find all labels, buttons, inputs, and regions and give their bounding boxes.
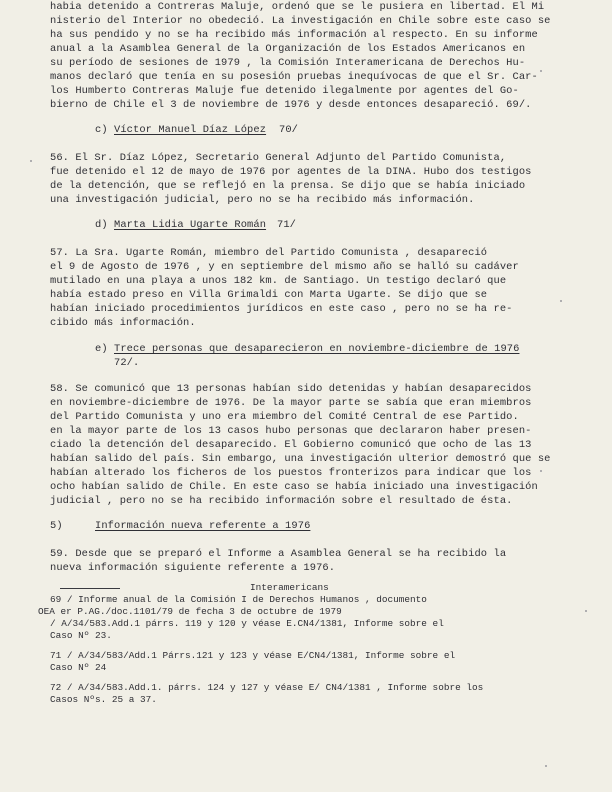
text-line: habían salido del país. Sin embargo, una investigación ulterior demostró que se [50, 453, 551, 465]
text-line: anual a la Asamblea General de la Organización de los Estados Americanos en [50, 43, 526, 55]
footnote-line: 72 / A/34/583.Add.1. párrs. 124 y 127 y véase E/ CN4/1381 , Informe sobre los [50, 682, 484, 693]
text-line: fue detenido el 12 de mayo de 1976 por agentes de la DINA. Hubo dos testigos [50, 166, 532, 178]
heading-title: Trece personas que desaparecieron en noviembre-diciembre de 1976 [114, 343, 520, 355]
text-line: 58. Se comunicó que 13 personas habían sido detenidas y habían desaparecidos [50, 383, 532, 395]
text-line: 56. El Sr. Díaz López, Secretario General Adjunto del Partido Comunista, [50, 152, 507, 164]
text-line: cibido más información. [50, 317, 196, 329]
scan-speck [540, 470, 542, 472]
scan-speck [30, 160, 32, 162]
text-line: había estado preso en Villa Grimaldi con Marta Ugarte. Se dijo que se [50, 289, 488, 301]
footnote-ref: 72/. [114, 357, 140, 369]
text-line: 59. Desde que se preparó el Informe a Asamblea General se ha recibido la [50, 548, 507, 560]
text-line: habían alterado los ficheros de los puestos fronterizos para indicar que los [50, 467, 532, 479]
text-line: su período de sesiones de 1979 , la Comisión Interamericana de Derechos Hu- [50, 57, 526, 69]
text-line: bierno de Chile el 3 de noviembre de 1976 y desde entonces desapareció. 69/. [50, 99, 532, 111]
footnote-line: Casos Nºs. 25 a 37. [50, 694, 157, 705]
text-line: ciado la detención del desaparecido. El Gobierno comunicó que ocho de las 13 [50, 439, 532, 451]
text-line: judicial , pero no se ha recibido información sobre el resultado de ésta. [50, 495, 513, 507]
footnote-line: 71 / A/34/583/Add.1 Párrs.121 y 123 y véase E/CN4/1381, Informe sobre el [50, 650, 456, 661]
text-line: del Partido Comunista y uno era miembro del Comité Central de ese Partido. [50, 411, 519, 423]
scan-speck [560, 300, 562, 302]
heading-label: e) [95, 343, 108, 355]
section-title: Información nueva referente a 1976 [95, 520, 311, 532]
scan-speck [540, 70, 542, 72]
text-line: el 9 de Agosto de 1976 , y en septiembre del mismo año se halló su cadáver [50, 261, 519, 273]
scan-speck [545, 765, 547, 767]
heading-label: c) [95, 124, 108, 136]
text-line: de la detención, que se reflejó en la prensa. Se dijo que se había iniciado [50, 180, 526, 192]
text-line: 57. La Sra. Ugarte Román, miembro del Partido Comunista , desapareció [50, 247, 488, 259]
footnote-header: Interamericans [250, 582, 329, 593]
text-line: manos declaró que tenía en su posesión pruebas inequívocas de que el Sr. Car- [50, 71, 538, 83]
text-line: nueva información siguiente referente a 1976. [50, 562, 336, 574]
text-line: habia detenido a Contreras Maluje, ordenó que se le pusiera en libertad. El Mi [50, 1, 545, 13]
footnote-line: Caso Nº 23. [50, 630, 112, 641]
footnote-line: 69 / Informe anual de la Comisión I de Derechos Humanos , documento [50, 594, 427, 605]
text-line: nisterio del Interior no obedeció. La investigación en Chile sobre este caso se [50, 15, 551, 27]
footnote-line: Caso Nº 24 [50, 662, 107, 673]
scan-speck [585, 610, 587, 612]
heading-label: d) [95, 219, 108, 231]
text-line: los Humberto Contreras Maluje fue detenido ilegalmente por agentes del Go- [50, 85, 519, 97]
footnote-ref: 70/ [279, 124, 299, 136]
text-line: ha sus pendido y no se ha recibido más información al respecto. En su informe [50, 29, 538, 41]
footnote-line: / A/34/583.Add.1 párrs. 119 y 120 y véase E.CN4/1381, Informe sobre el [50, 618, 444, 629]
footnote-ref: 71/ [277, 219, 297, 231]
text-line: ocho habían salido de Chile. En este caso se había iniciado una investigación [50, 481, 538, 493]
text-line: una investigación judicial, pero no se ha recibido más información. [50, 194, 475, 206]
heading-title: Víctor Manuel Díaz López [114, 124, 267, 136]
section-label: 5) [50, 520, 63, 532]
heading-title: Marta Lidia Ugarte Román [114, 219, 267, 231]
footnote-line: OEA er P.AG./doc.1101/79 de fecha 3 de octubre de 1979 [38, 606, 342, 617]
text-line: mutilado en una playa a unos 182 km. de Santiago. Un testigo declaró que [50, 275, 507, 287]
text-line: en noviembre-diciembre de 1976. De la mayor parte se sabía que eran miembros [50, 397, 532, 409]
text-line: habían iniciado procedimientos jurídicos en este caso , pero no se ha re- [50, 303, 513, 315]
footnote-separator [60, 588, 120, 589]
text-line: en la mayor parte de los 13 casos hubo personas que declararon haber presen- [50, 425, 532, 437]
